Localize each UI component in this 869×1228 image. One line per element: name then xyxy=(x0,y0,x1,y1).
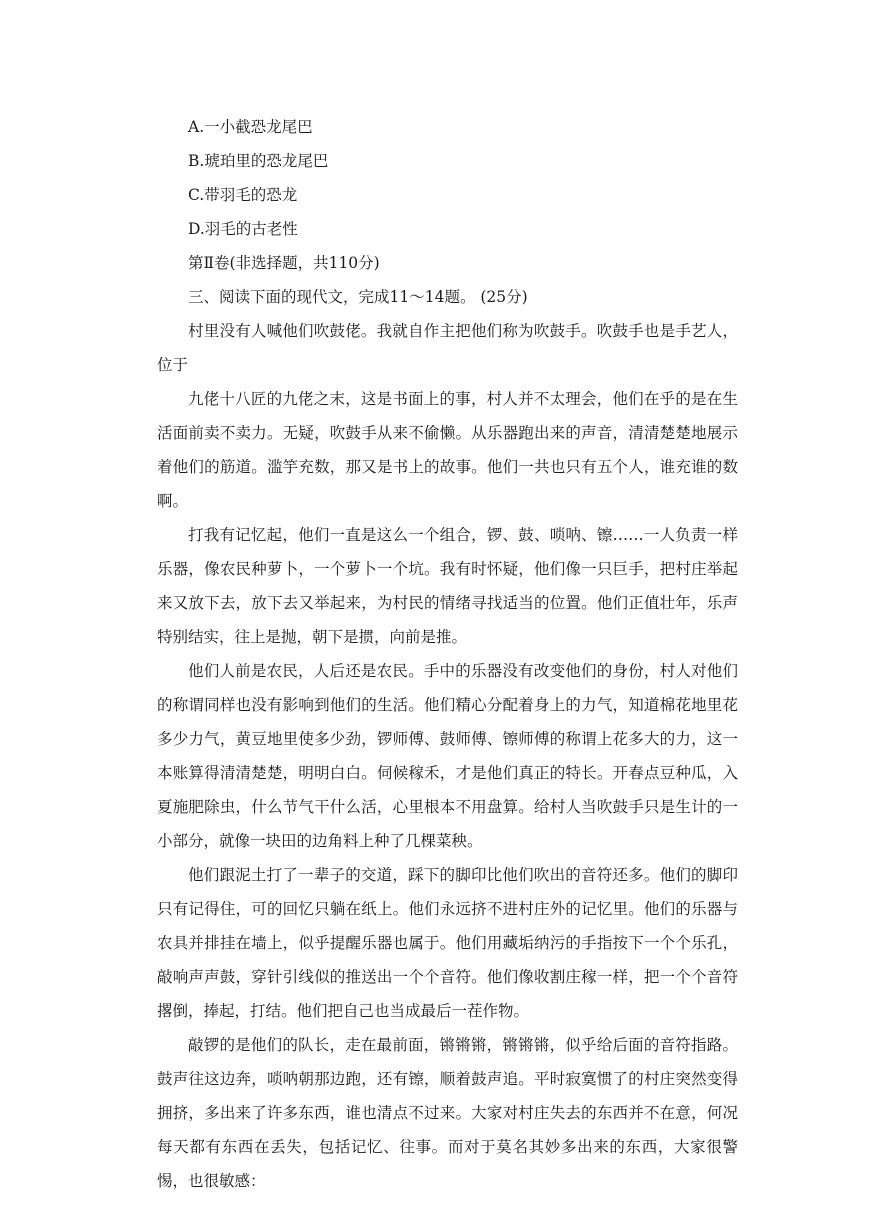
paragraph-6: 敲锣的是他们的队长，走在最前面，锵锵锵，锵锵锵，似乎给后面的音符指路。鼓声往这边奔，唢呐朝那边跑，还有镲，顺着鼓声追。平时寂寞惯了的村庄突然变得拥挤，多出来了许多东西，谁也清点不过来。大家对村庄失去的东西并不在意，何况每天都有东西在丢失，包括记忆、往事。而对于莫名其妙多出来的东西，大家很警惕，也很敏感： xyxy=(157,1036,738,1190)
option-b: B.琥珀里的恐龙尾巴 xyxy=(188,152,329,170)
paragraph-1: 村里没有人喊他们吹鼓佬。我就自作主把他们称为吹鼓手。吹鼓手也是手艺人，位于 xyxy=(157,322,738,374)
document-content xyxy=(157,110,738,1198)
paragraph-5: 他们跟泥土打了一辈子的交道，踩下的脚印比他们吹出的音符还多。他们的脚印只有记得住，可的回忆只躺在纸上。他们永远挤不进村庄外的记忆里。他们的乐器与农具并排挂在墙上，似乎提醒乐器也属于。他们用藏垢纳污的手指按下一个个乐孔，敲响声声鼓，穿针引线似的推送出一个个音符。他们像收割庄稼一样，把一个个音符撂倒，捧起，打结。他们把自己也当成最后一茬作物。 xyxy=(157,866,738,1020)
question-header: 三、阅读下面的现代文，完成11～14题。 (25分) xyxy=(188,288,528,306)
option-c: C.带羽毛的恐龙 xyxy=(188,186,298,204)
option-a: A.一小截恐龙尾巴 xyxy=(188,118,313,136)
paragraph-4: 他们人前是农民，人后还是农民。手中的乐器没有改变他们的身份，村人对他们的称谓同样也没有影响到他们的生活。他们精心分配着身上的力气，知道棉花地里花多少力气，黄豆地里使多少劲，锣师傅、鼓师傅、镲师傅的称谓上花多大的力，这一本账算得清清楚楚，明明白白。伺候稼禾，才是他们真正的特长。开春点豆种瓜，入夏施肥除虫，什么节气干什么活，心里根本不用盘算。给村人当吹鼓手只是生计的一小部分，就像一块田的边角料上种了几棵菜秧。 xyxy=(157,662,738,850)
section-title: 第Ⅱ卷(非选择题，共110分) xyxy=(188,254,380,272)
paragraph-2: 九佬十八匠的九佬之末，这是书面上的事，村人并不太理会，他们在乎的是在生活面前卖不卖力。无疑，吹鼓手从来不偷懒。从乐器跑出来的声音，清清楚楚地展示着他们的筋道。滥竽充数，那又是书上的故事。他们一共也只有五个人，谁充谁的数啊。 xyxy=(157,390,738,510)
paragraph-3: 打我有记忆起，他们一直是这么一个组合，锣、鼓、唢呐、镲……一人负责一样乐器，像农民种萝卜，一个萝卜一个坑。我有时怀疑，他们像一只巨手，把村庄举起来又放下去，放下去又举起来，为村民的情绪寻找适当的位置。他们正值壮年，乐声特别结实，往上是抛，朝下是掼，向前是推。 xyxy=(157,526,738,646)
option-d: D.羽毛的古老性 xyxy=(188,220,298,238)
